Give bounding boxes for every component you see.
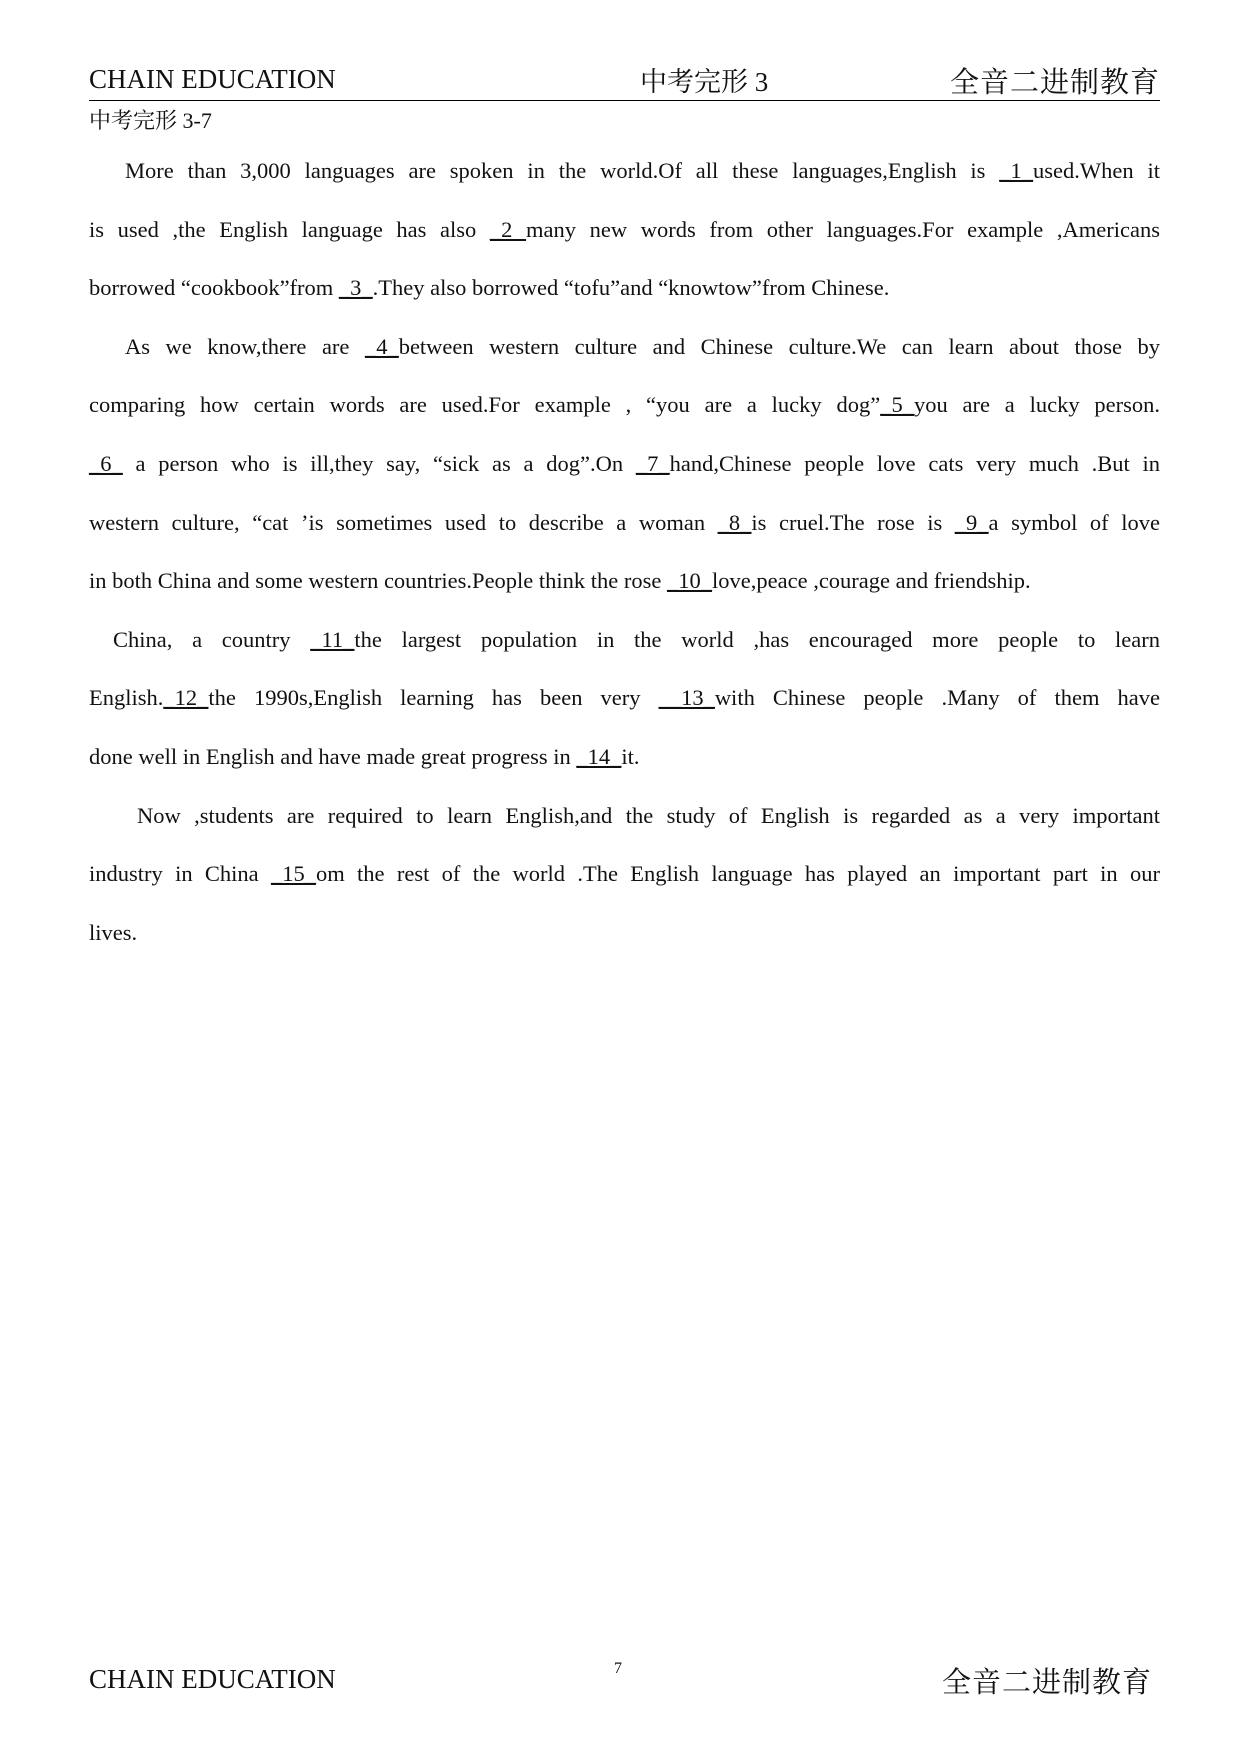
blank-9: _9_ — [954, 509, 989, 535]
footer-left-text: CHAIN EDUCATION — [89, 1664, 336, 1694]
blank-8: _8_ — [717, 509, 752, 535]
header-left-text: CHAIN EDUCATION — [89, 64, 336, 94]
passage-line: borrowed “cookbook”from _3_.They also borrowed “tofu”and “knowtow”from Chinese. — [89, 275, 890, 301]
blank-13: __13_ — [658, 685, 715, 711]
blank-15: _15_ — [270, 861, 316, 887]
passage-line: comparing how certain words are used.For example , “you are a lucky dog”_5_you are a lucky person. — [89, 392, 1160, 418]
blank-3: _3_ — [338, 275, 373, 301]
passage-line: As we know,there are _4_between western culture and Chinese culture.We can learn about those by — [125, 333, 1160, 359]
passage-line: in both China and some western countries.People think the rose _10_love,peace ,courage and friendship. — [89, 568, 1031, 594]
passage-line: China, a country _11_the largest population in the world ,has encouraged more people to learn — [113, 626, 1160, 652]
page-header — [89, 60, 1160, 101]
blank-1: _1_ — [999, 158, 1034, 183]
cloze-passage — [89, 151, 1160, 971]
blank-4: _4_ — [364, 333, 399, 359]
passage-line: industry in China _15_om the rest of the world .The English language has played an important part in our — [89, 861, 1160, 887]
passage-line: English._12_the 1990s,English learning has been very __13_with Chinese people .Many of them have — [89, 685, 1160, 711]
blank-10: _10_ — [667, 568, 713, 594]
blank-5: _5_ — [880, 392, 914, 418]
passage-line: Now ,students are required to learn English,and the study of English is regarded as a very important — [137, 802, 1160, 828]
header-right-text: 全音二进制教育 — [949, 67, 1160, 99]
exercise-title: 中考完形 3-7 — [89, 108, 212, 133]
blank-12: _12_ — [163, 685, 209, 711]
passage-line: More than 3,000 languages are spoken in the world.Of all these languages,English is _1_used.When it — [125, 158, 1160, 183]
blank-7: _7_ — [635, 450, 670, 476]
passage-line: done well in English and have made great progress in _14_it. — [89, 743, 640, 769]
passage-line: is used ,the English language has also _2 many new words from other languages.For example ,Americans — [89, 216, 1160, 242]
blank-6: _6_ — [89, 450, 123, 476]
passage-line: western culture, “cat ’is sometimes used to describe a woman _8_is cruel.The rose is _9_a symbol of love — [89, 509, 1160, 535]
passage-line: lives. — [89, 919, 138, 945]
passage-line: _6_ a person who is ill,they say, “sick as a dog”.On _7_hand,Chinese people love cats very much .But in — [89, 450, 1160, 476]
blank-2: _2 — [489, 216, 527, 242]
blank-14: _14_ — [576, 743, 622, 769]
footer-right-text: 全音二进制教育 — [941, 1667, 1152, 1699]
header-center-title: 中考完形 3 — [640, 67, 769, 97]
blank-11: _11_ — [310, 626, 355, 652]
page-number: 7 — [614, 1660, 622, 1677]
